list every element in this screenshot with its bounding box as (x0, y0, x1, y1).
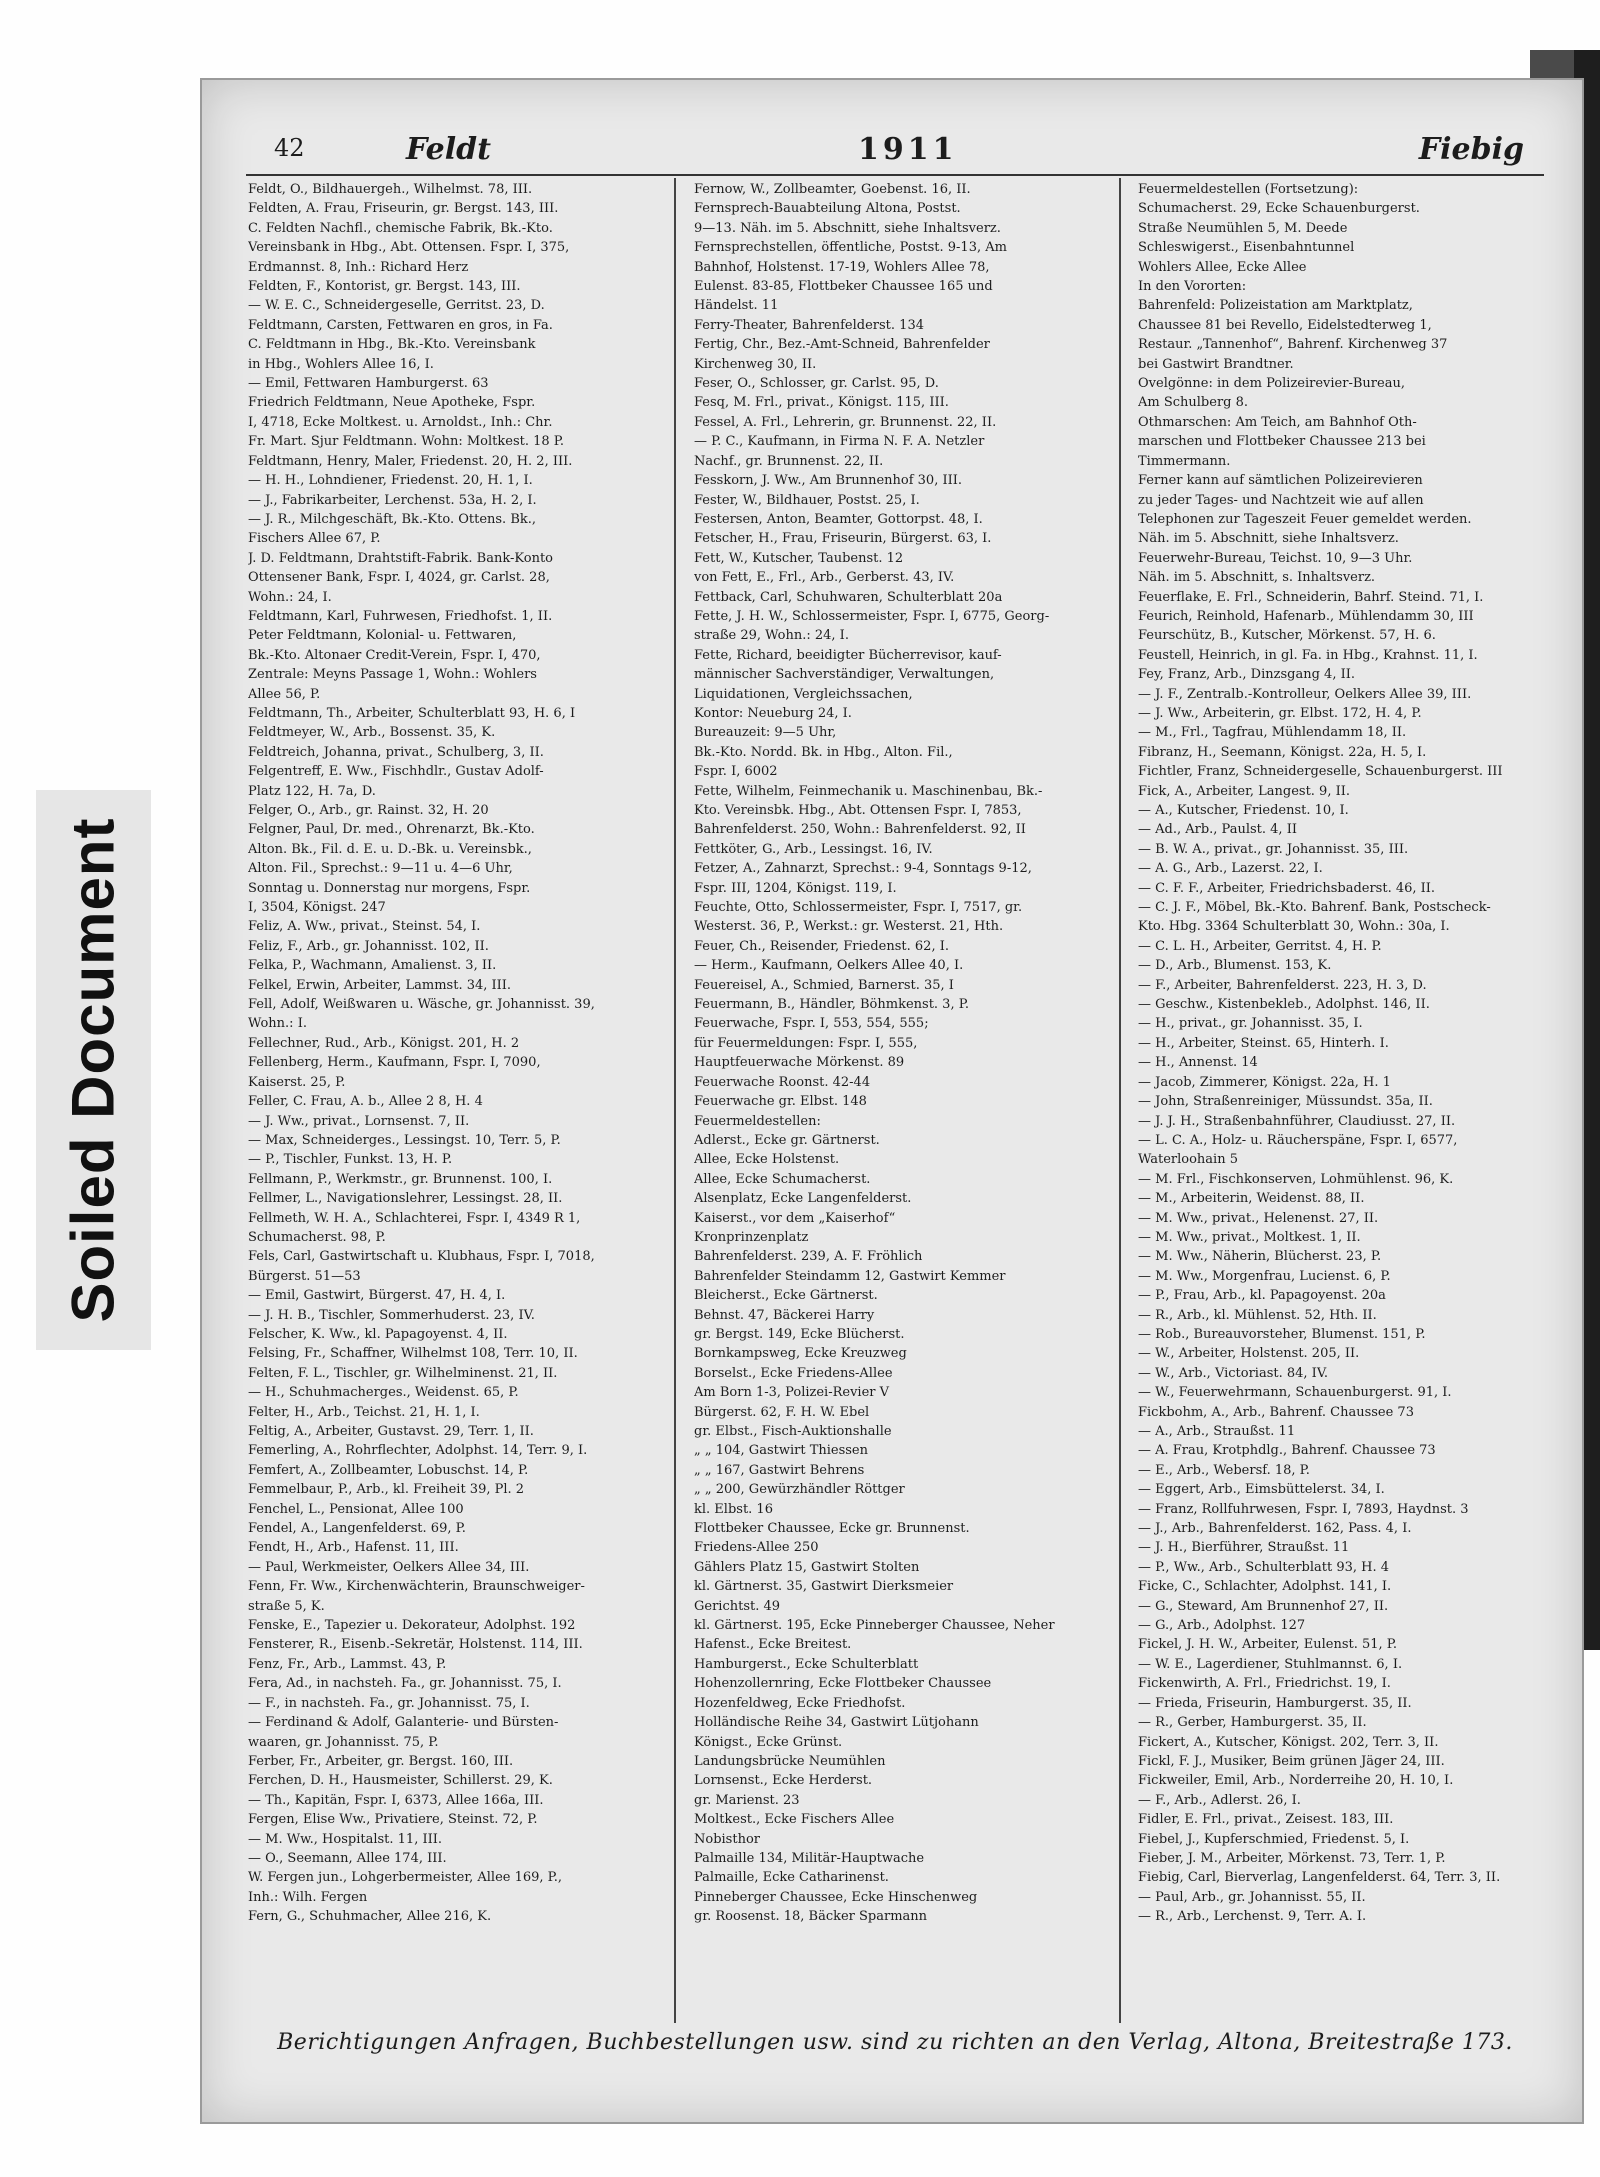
directory-entry: waaren, gr. Johannisst. 75, P. (248, 1734, 439, 1750)
directory-entry: Feller, C. Frau, A. b., Allee 2 8, H. 4 (248, 1094, 483, 1110)
directory-entry: Fern, G., Schuhmacher, Allee 216, K. (248, 1909, 492, 1925)
directory-entry: — A., Arb., Straußst. 11 (1138, 1424, 1296, 1439)
directory-entry: Straße Neumühlen 5, M. Deede (1138, 220, 1348, 236)
directory-entry: Ferry-Theater, Bahrenfelderst. 134 (694, 317, 924, 333)
directory-entry: — H., Annenst. 14 (1138, 1055, 1258, 1071)
directory-entry: — C. J. F., Möbel, Bk.-Kto. Bahrenf. Bank, Postscheck- (1138, 900, 1491, 916)
directory-entry: Feuermeldestellen: (694, 1113, 821, 1129)
directory-entry: Bleicherst., Ecke Gärtnerst. (694, 1288, 878, 1304)
directory-entry: Eulenst. 83-85, Flottbeker Chaussee 165 und (694, 279, 993, 295)
directory-entry: Hauptfeuerwache Mörkenst. 89 (694, 1055, 905, 1071)
directory-entry: Ovelgönne: in dem Polizeirevier-Bureau, (1138, 376, 1405, 392)
directory-entry: — Emil, Fettwaren Hamburgerst. 63 (248, 376, 489, 392)
directory-entry: Westerst. 36, P., Werkst.: gr. Westerst. 21, Hth. (694, 919, 1004, 935)
directory-entry: — B. W. A., privat., gr. Johannisst. 35, III. (1138, 841, 1409, 857)
directory-entry: Adlerst., Ecke gr. Gärtnerst. (694, 1132, 880, 1148)
directory-entry: — Ferdinand & Adolf, Galanterie- und Bürsten- (248, 1715, 559, 1731)
directory-entry: Feuerwache Roonst. 42-44 (694, 1074, 871, 1090)
directory-entry: Zentrale: Meyns Passage 1, Wohn.: Wohlers (248, 667, 537, 683)
directory-entry: Fette, J. H. W., Schlossermeister, Fspr. I, 6775, Georg- (694, 608, 1050, 624)
directory-entry: — Th., Kapitän, Fspr. I, 6373, Allee 166a, III. (248, 1792, 544, 1808)
directory-entry: Othmarschen: Am Teich, am Bahnhof Oth- (1138, 414, 1417, 430)
directory-entry: bei Gastwirt Brandtner. (1138, 356, 1294, 372)
directory-entry: „ „ 104, Gastwirt Thiessen (694, 1443, 869, 1459)
directory-entry: Wohlers Allee, Ecke Allee (1138, 259, 1307, 275)
directory-entry: — P. C., Kaufmann, in Firma N. F. A. Netzler (694, 434, 985, 450)
directory-entry: Hohenzollernring, Ecke Flottbeker Chaussee (694, 1676, 992, 1692)
directory-entry: Fell, Adolf, Weißwaren u. Wäsche, gr. Johannisst. 39, (248, 997, 595, 1013)
directory-entry: Fels, Carl, Gastwirtschaft u. Klubhaus, Fspr. I, 7018, (248, 1249, 595, 1265)
directory-entry: Nobisthor (694, 1831, 760, 1847)
directory-entry: Felger, O., Arb., gr. Rainst. 32, H. 20 (248, 803, 489, 818)
directory-entry: — J. F., Zentralb.-Kontrolleur, Oelkers Allee 39, III. (1138, 686, 1472, 702)
directory-entry: Bürgerst. 51—53 (248, 1268, 361, 1284)
directory-entry: Felkel, Erwin, Arbeiter, Lammst. 34, III. (248, 977, 512, 993)
directory-entry: Kaiserst. 25, P. (248, 1074, 346, 1090)
directory-entry: — P., Frau, Arb., kl. Papagoyenst. 20a (1138, 1288, 1386, 1304)
directory-entry: Felter, H., Arb., Teichst. 21, H. 1, I. (248, 1404, 480, 1420)
directory-entry: Restaur. „Tannenhof“, Bahrenf. Kirchenweg 37 (1138, 337, 1448, 353)
directory-entry: Fibranz, H., Seemann, Königst. 22a, H. 5, I. (1138, 744, 1427, 760)
directory-entry: Fettköter, G., Arb., Lessingst. 16, IV. (694, 841, 933, 857)
directory-entry: Behnst. 47, Bäckerei Harry (694, 1307, 875, 1323)
directory-entry: Femmelbaur, P., Arb., kl. Freiheit 39, Pl. 2 (248, 1482, 525, 1498)
directory-entry: Pinneberger Chaussee, Ecke Hinschenweg (694, 1889, 978, 1905)
directory-entry: — F., Arbeiter, Bahrenfelderst. 223, H. 3, D. (1138, 977, 1427, 993)
directory-entry: Feldtreich, Johanna, privat., Schulberg, 3, II. (248, 744, 544, 760)
page-header (246, 128, 1544, 176)
directory-entry: Felka, P., Wachmann, Amalienst. 3, II. (248, 958, 497, 974)
directory-entry: Fesq, M. Frl., privat., Königst. 115, III. (694, 395, 949, 411)
directory-entry: Bureauzeit: 9—5 Uhr, (694, 725, 837, 741)
directory-entry: — J. H., Bierführer, Straußst. 11 (1138, 1540, 1350, 1556)
directory-entry: Kontor: Neueburg 24, I. (694, 705, 852, 721)
directory-entry: I, 4718, Ecke Moltkest. u. Arnoldst., Inh.: Chr. (248, 414, 553, 430)
directory-entry: Fiebig, Carl, Bierverlag, Langenfelderst. 64, Terr. 3, II. (1138, 1870, 1501, 1886)
directory-entry: — H., Schuhmacherges., Weidenst. 65, P. (248, 1385, 519, 1401)
directory-entry: Fickenwirth, A. Frl., Friedrichst. 19, I. (1138, 1676, 1391, 1692)
directory-entry: — H., Arbeiter, Steinst. 65, Hinterh. I. (1138, 1035, 1389, 1051)
directory-entry: Bk.-Kto. Altonaer Credit-Verein, Fspr. I, 470, (248, 647, 541, 663)
directory-entry: — M. Ww., privat., Moltkest. 1, II. (1138, 1229, 1361, 1245)
directory-entry: straße 29, Wohn.: 24, I. (694, 628, 849, 644)
directory-entry: Fickel, J. H. W., Arbeiter, Eulenst. 51, P. (1138, 1637, 1398, 1653)
directory-entry: Bahrenfelder Steindamm 12, Gastwirt Kemmer (694, 1268, 1006, 1284)
directory-entry: — Max, Schneiderges., Lessingst. 10, Terr. 5, P. (248, 1132, 561, 1148)
directory-entry: — Rob., Bureauvorsteher, Blumenst. 151, P. (1138, 1326, 1426, 1342)
directory-entry: — F., in nachsteh. Fa., gr. Johannisst. 75, I. (248, 1695, 530, 1711)
directory-entry: Fergen, Elise Ww., Privatiere, Steinst. 72, P. (248, 1812, 538, 1828)
directory-entry: Bahrenfeld: Polizeistation am Marktplatz, (1138, 298, 1413, 314)
directory-entry: Feser, O., Schlosser, gr. Carlst. 95, D. (694, 376, 939, 392)
directory-entry: Feldtmann, Carsten, Fettwaren en gros, in Fa. (248, 317, 553, 333)
directory-entry: Felsing, Fr., Schaffner, Wilhelmst 108, Terr. 10, II. (248, 1346, 578, 1362)
directory-entry: gr. Elbst., Fisch-Auktionshalle (694, 1424, 892, 1439)
directory-entry: Fickweiler, Emil, Arb., Norderreihe 20, H. 10, I. (1138, 1773, 1454, 1789)
directory-entry: C. Feldten Nachfl., chemische Fabrik, Bk.-Kto. (248, 220, 553, 236)
directory-entry: — M. Frl., Fischkonserven, Lohmühlenst. 96, K. (1138, 1171, 1454, 1187)
directory-entry: Timmermann. (1138, 453, 1231, 469)
directory-entry: Bornkampsweg, Ecke Kreuzweg (694, 1346, 907, 1362)
directory-entry: — G., Steward, Am Brunnenhof 27, II. (1138, 1598, 1389, 1614)
directory-entry: Feldten, F., Kontorist, gr. Bergst. 143, III. (248, 279, 521, 295)
directory-entry: J. D. Feldtmann, Drahtstift-Fabrik. Bank-Konto (248, 550, 554, 566)
directory-entry: Feuereisel, A., Schmied, Barnerst. 35, I (694, 977, 954, 993)
directory-entry: Fensterer, R., Eisenb.-Sekretär, Holstenst. 114, III. (248, 1637, 583, 1653)
directory-entry: Festersen, Anton, Beamter, Gottorpst. 48, I. (694, 511, 983, 527)
directory-entry: — H. H., Lohndiener, Friedenst. 20, H. 1, I. (248, 473, 533, 489)
directory-entry: Fera, Ad., in nachsteh. Fa., gr. Johannisst. 75, I. (248, 1676, 562, 1692)
directory-entry: Allee, Ecke Holstenst. (694, 1152, 840, 1168)
directory-entry: Palmaille, Ecke Catharinenst. (694, 1870, 889, 1886)
directory-entry: — C. L. H., Arbeiter, Gerritst. 4, H. P. (1138, 938, 1382, 954)
directory-entry: Waterloohain 5 (1138, 1152, 1238, 1168)
directory-column-2 (694, 180, 1101, 2018)
directory-entry: in Hbg., Wohlers Allee 16, I. (248, 356, 434, 372)
directory-entry: Platz 122, H. 7a, D. (248, 783, 376, 799)
directory-entry: Inh.: Wilh. Fergen (248, 1889, 368, 1905)
directory-entry: straße 5, K. (248, 1598, 325, 1614)
directory-entry: Fidler, E. Frl., privat., Zeisest. 183, III. (1138, 1812, 1394, 1828)
directory-entry: Fickl, F. J., Musiker, Beim grünen Jäger 24, III. (1138, 1753, 1445, 1769)
publisher-footer-note: Berichtigungen Anfragen, Buchbestellungen usw. sind zu richten an den Verlag, Altona, Breitestraße 173. (277, 2030, 1513, 2055)
directory-entry: Feuerwehr-Bureau, Teichst. 10, 9—3 Uhr. (1138, 550, 1413, 566)
directory-entry: Friedens-Allee 250 (694, 1540, 819, 1556)
directory-entry: Wohn.: 24, I. (248, 589, 332, 605)
directory-entry: Am Schulberg 8. (1138, 395, 1249, 411)
directory-entry: Kto. Hbg. 3364 Schulterblatt 30, Wohn.: 30a, I. (1138, 919, 1450, 935)
directory-entry: Am Born 1-3, Polizei-Revier V (694, 1385, 890, 1401)
directory-entry: Feurich, Reinhold, Hafenarb., Mühlendamm 30, III (1138, 608, 1474, 624)
directory-entry: Händelst. 11 (694, 298, 779, 314)
directory-entry: Feuerwache, Fspr. I, 553, 554, 555; (694, 1016, 929, 1032)
directory-entry: männischer Sachverständiger, Verwaltungen, (694, 667, 995, 683)
directory-entry: Fendt, H., Arb., Hafenst. 11, III. (248, 1540, 459, 1556)
directory-entry: gr. Bergst. 149, Ecke Blücherst. (694, 1326, 905, 1342)
directory-entry: Allee, Ecke Schumacherst. (694, 1171, 871, 1187)
directory-entry: — P., Ww., Arb., Schulterblatt 93, H. 4 (1138, 1559, 1390, 1575)
directory-entry: Fester, W., Bildhauer, Postst. 25, I. (694, 492, 920, 508)
directory-entry: Feliz, A. Ww., privat., Steinst. 54, I. (248, 919, 481, 935)
directory-entry: — J. Ww., Arbeiterin, gr. Elbst. 172, H. 4, P. (1138, 705, 1422, 721)
directory-entry: Allee 56, P. (248, 686, 321, 702)
directory-entry: Felten, F. L., Tischler, gr. Wilhelminenst. 21, II. (248, 1365, 558, 1381)
header-first-entry-word: Feldt (406, 132, 491, 167)
directory-entry: I, 3504, Königst. 247 (248, 900, 386, 916)
directory-entry: — W. E., Lagerdiener, Stuhlmannst. 6, I. (1138, 1656, 1403, 1672)
directory-entry: Sonntag u. Donnerstag nur morgens, Fspr. (248, 880, 531, 896)
directory-entry: kl. Gärtnerst. 35, Gastwirt Dierksmeier (694, 1579, 954, 1595)
directory-entry: — Franz, Rollfuhrwesen, Fspr. I, 7893, Haydnst. 3 (1138, 1501, 1469, 1517)
directory-entry: Fspr. I, 6002 (694, 764, 778, 780)
directory-entry: Liquidationen, Vergleichssachen, (694, 686, 913, 702)
directory-entry: Feldtmann, Th., Arbeiter, Schulterblatt 93, H. 6, I (248, 705, 576, 721)
directory-entry: — F., Arb., Adlerst. 26, I. (1138, 1792, 1301, 1808)
directory-entry: — Paul, Werkmeister, Oelkers Allee 34, III. (248, 1559, 530, 1575)
directory-entry: Landungsbrücke Neumühlen (694, 1753, 886, 1769)
directory-entry: Feuermann, B., Händler, Böhmkenst. 3, P. (694, 997, 969, 1013)
directory-entry: Fischers Allee 67, P. (248, 531, 381, 547)
directory-entry: Kaiserst., vor dem „Kaiserhof“ (694, 1210, 896, 1226)
directory-entry: Bahrenfelderst. 250, Wohn.: Bahrenfelderst. 92, II (694, 822, 1026, 838)
directory-entry: Bk.-Kto. Nordd. Bk. in Hbg., Alton. Fil., (694, 744, 953, 760)
directory-entry: Feldtmann, Henry, Maler, Friedenst. 20, H. 2, III. (248, 453, 573, 469)
directory-entry: W. Fergen jun., Lohgerbermeister, Allee 169, P., (248, 1870, 563, 1886)
directory-entry: — W. E. C., Schneidergeselle, Gerritst. 23, D. (248, 298, 545, 314)
directory-entry: Fertig, Chr., Bez.-Amt-Schneid, Bahrenfelder (694, 337, 990, 353)
directory-entry: Näh. im 5. Abschnitt, s. Inhaltsverz. (1138, 570, 1376, 586)
directory-entry: Feuermeldestellen (Fortsetzung): (1138, 182, 1359, 197)
directory-entry: zu jeder Tages- und Nachtzeit wie auf allen (1138, 492, 1424, 508)
directory-entry: Feliz, F., Arb., gr. Johannisst. 102, II. (248, 938, 489, 954)
directory-entry: Hafenst., Ecke Breitest. (694, 1637, 852, 1653)
directory-entry: Ficke, C., Schlachter, Adolphst. 141, I. (1138, 1579, 1392, 1595)
directory-entry: Schumacherst. 29, Ecke Schauenburgerst. (1138, 201, 1420, 217)
entry-list (248, 180, 656, 1927)
directory-entry: Bahrenfelderst. 239, A. F. Fröhlich (694, 1249, 923, 1265)
directory-entry: Felgentreff, E. Ww., Fischhdlr., Gustav Adolf- (248, 764, 544, 780)
directory-entry: Flottbeker Chaussee, Ecke gr. Brunnenst. (694, 1521, 970, 1537)
directory-entry: Fellenberg, Herm., Kaufmann, Fspr. I, 7090, (248, 1055, 541, 1071)
directory-entry: kl. Gärtnerst. 195, Ecke Pinneberger Chaussee, Neher (694, 1618, 1055, 1634)
directory-entry: Fernsprech-Bauabteilung Altona, Postst. (694, 201, 961, 217)
directory-entry: Feuerflake, E. Frl., Schneiderin, Bahrf. Steind. 71, I. (1138, 589, 1484, 605)
directory-entry: — M. Ww., Morgenfrau, Lucienst. 6, P. (1138, 1268, 1391, 1284)
directory-entry: — John, Straßenreiniger, Müssundst. 35a, II. (1138, 1094, 1433, 1110)
directory-entry: — J. J. H., Straßenbahnführer, Claudiusst. 27, II. (1138, 1113, 1456, 1129)
directory-entry: Wohn.: I. (248, 1016, 307, 1032)
header-year: 1911 (858, 132, 958, 167)
directory-entry: marschen und Flottbeker Chaussee 213 bei (1138, 434, 1426, 450)
directory-entry: Feldt, O., Bildhauergeh., Wilhelmst. 78, III. (248, 182, 533, 197)
entry-list (694, 180, 1101, 1927)
directory-entry: Fickert, A., Kutscher, Königst. 202, Terr. 3, II. (1138, 1734, 1439, 1750)
directory-entry: — Herm., Kaufmann, Oelkers Allee 40, I. (694, 958, 964, 974)
directory-entry: Felscher, K. Ww., kl. Papagoyenst. 4, II. (248, 1326, 508, 1342)
directory-entry: Fendel, A., Langenfelderst. 69, P. (248, 1521, 466, 1537)
directory-entry: — J. R., Milchgeschäft, Bk.-Kto. Ottens. Bk., (248, 511, 537, 527)
directory-entry: Telephonen zur Tageszeit Feuer gemeldet werden. (1138, 511, 1472, 527)
directory-entry: — P., Tischler, Funkst. 13, H. P. (248, 1152, 453, 1168)
directory-entry: Hozenfeldweg, Ecke Friedhofst. (694, 1695, 906, 1711)
directory-entry: — M., Arbeiterin, Weidenst. 88, II. (1138, 1191, 1365, 1207)
directory-entry: Fickbohm, A., Arb., Bahrenf. Chaussee 73 (1138, 1404, 1414, 1420)
directory-entry: — M. Ww., Hospitalst. 11, III. (248, 1831, 443, 1847)
directory-entry: kl. Elbst. 16 (694, 1501, 773, 1517)
directory-entry: — Frieda, Friseurin, Hamburgerst. 35, II. (1138, 1695, 1412, 1711)
column-divider (1119, 178, 1121, 2023)
directory-entry: Fernsprechstellen, öffentliche, Postst. 9-13, Am (694, 240, 1007, 256)
directory-entry: Femfert, A., Zollbeamter, Lobuschst. 14, P. (248, 1462, 529, 1478)
directory-entry: Feldtmann, Karl, Fuhrwesen, Friedhofst. 1, II. (248, 608, 553, 624)
directory-entry: Fette, Wilhelm, Feinmechanik u. Maschinenbau, Bk.- (694, 783, 1043, 799)
directory-entry: Alton. Fil., Sprechst.: 9—11 u. 4—6 Uhr, (248, 861, 513, 877)
directory-entry: Vereinsbank in Hbg., Abt. Ottensen. Fspr. I, 375, (248, 240, 570, 256)
directory-entry: Erdmannst. 8, Inh.: Richard Herz (248, 259, 469, 275)
directory-entry: — D., Arb., Blumenst. 153, K. (1138, 958, 1332, 974)
directory-entry: — W., Arbeiter, Holstenst. 205, II. (1138, 1346, 1360, 1362)
directory-entry: — R., Arb., kl. Mühlenst. 52, Hth. II. (1138, 1307, 1377, 1323)
directory-entry: Fellmeth, W. H. A., Schlachterei, Fspr. I, 4349 R 1, (248, 1210, 581, 1226)
directory-entry: Fenn, Fr. Ww., Kirchenwächterin, Braunschweiger- (248, 1579, 585, 1595)
directory-entry: Fenchel, L., Pensionat, Allee 100 (248, 1501, 464, 1517)
directory-entry: Fett, W., Kutscher, Taubenst. 12 (694, 550, 904, 566)
directory-entry: Fenz, Fr., Arb., Lammst. 43, P. (248, 1656, 447, 1672)
directory-entry: Fette, Richard, beeidigter Bücherrevisor, kauf- (694, 647, 1002, 663)
directory-entry: — J. Ww., privat., Lornsenst. 7, II. (248, 1113, 470, 1129)
directory-entry: — G., Arb., Adolphst. 127 (1138, 1618, 1306, 1634)
directory-entry: — Paul, Arb., gr. Johannisst. 55, II. (1138, 1889, 1366, 1905)
directory-entry: — Eggert, Arb., Eimsbüttelerst. 34, I. (1138, 1482, 1385, 1498)
directory-entry: 9—13. Näh. im 5. Abschnitt, siehe Inhaltsverz. (694, 220, 1001, 236)
directory-entry: — R., Gerber, Hamburgerst. 35, II. (1138, 1715, 1367, 1731)
directory-entry: Feustell, Heinrich, in gl. Fa. in Hbg., Krahnst. 11, I. (1138, 647, 1478, 663)
directory-entry: Feuer, Ch., Reisender, Friedenst. 62, I. (694, 938, 949, 954)
directory-entry: von Fett, E., Frl., Arb., Gerberst. 43, IV. (694, 570, 955, 586)
directory-entry: Palmaille 134, Militär-Hauptwache (694, 1850, 925, 1866)
directory-entry: — H., privat., gr. Johannisst. 35, I. (1138, 1016, 1363, 1032)
directory-entry: Fetscher, H., Frau, Friseurin, Bürgerst. 63, I. (694, 531, 992, 547)
directory-entry: Schumacherst. 98, P. (248, 1229, 386, 1245)
directory-entry: Bürgerst. 62, F. H. W. Ebel (694, 1404, 870, 1420)
directory-entry: Peter Feldtmann, Kolonial- u. Fettwaren, (248, 628, 517, 644)
directory-entry: Fellmann, P., Werkmstr., gr. Brunnenst. 100, I. (248, 1171, 553, 1187)
directory-entry: — A., Kutscher, Friedenst. 10, I. (1138, 803, 1349, 818)
directory-column-3 (1138, 180, 1544, 2018)
directory-entry: Fey, Franz, Arb., Dinzsgang 4, II. (1138, 667, 1355, 683)
directory-entry: Feuerwache gr. Elbst. 148 (694, 1094, 867, 1110)
directory-entry: gr. Marienst. 23 (694, 1792, 800, 1808)
directory-entry: — M., Frl., Tagfrau, Mühlendamm 18, II. (1138, 725, 1407, 741)
directory-entry: — E., Arb., Webersf. 18, P. (1138, 1462, 1310, 1478)
stamp-label: Soiled Document (59, 817, 127, 1323)
directory-entry: — A. Frau, Krotphdlg., Bahrenf. Chaussee 73 (1138, 1443, 1436, 1459)
directory-entry: für Feuermeldungen: Fspr. I, 555, (694, 1035, 918, 1051)
directory-entry: Feltig, A., Arbeiter, Gustavst. 29, Terr. 1, II. (248, 1424, 534, 1439)
directory-entry: Borselst., Ecke Friedens-Allee (694, 1365, 893, 1381)
directory-entry: Moltkest., Ecke Fischers Allee (694, 1812, 895, 1828)
directory-entry: — Geschw., Kistenbekleb., Adolphst. 146, II. (1138, 997, 1430, 1013)
directory-entry: Ferber, Fr., Arbeiter, gr. Bergst. 160, III. (248, 1753, 514, 1769)
directory-entry: C. Feldtmann in Hbg., Bk.-Kto. Vereinsbank (248, 337, 536, 353)
directory-entry: — M. Ww., privat., Helenenst. 27, II. (1138, 1210, 1379, 1226)
directory-entry: Fernow, W., Zollbeamter, Goebenst. 16, II. (694, 182, 971, 197)
directory-entry: Fichtler, Franz, Schneidergeselle, Schauenburgerst. III (1138, 764, 1503, 780)
directory-entry: Femerling, A., Rohrflechter, Adolphst. 14, Terr. 9, I. (248, 1443, 588, 1459)
directory-entry: Fetzer, A., Zahnarzt, Sprechst.: 9-4, Sonntags 9-12, (694, 861, 1032, 877)
directory-entry: — Ad., Arb., Paulst. 4, II (1138, 822, 1297, 838)
entry-list (1138, 180, 1544, 1927)
directory-entry: Fettback, Carl, Schuhwaren, Schulterblatt 20a (694, 589, 1003, 605)
directory-entry: gr. Roosenst. 18, Bäcker Sparmann (694, 1909, 928, 1925)
directory-entry: — W., Feuerwehrmann, Schauenburgerst. 91, I. (1138, 1385, 1452, 1401)
directory-entry: Gerichtst. 49 (694, 1598, 781, 1614)
directory-entry: — J., Arb., Bahrenfelderst. 162, Pass. 4, I. (1138, 1521, 1412, 1537)
directory-entry: Fellmer, L., Navigationslehrer, Lessingst. 28, II. (248, 1191, 563, 1207)
directory-entry: Ferchen, D. H., Hausmeister, Schillerst. 29, K. (248, 1773, 553, 1789)
directory-entry: — R., Arb., Lerchenst. 9, Terr. A. I. (1138, 1909, 1367, 1925)
directory-entry: Königst., Ecke Grünst. (694, 1734, 843, 1750)
directory-entry: Fenske, E., Tapezier u. Dekorateur, Adolphst. 192 (248, 1618, 576, 1634)
directory-entry: Feuchte, Otto, Schlossermeister, Fspr. I, 7517, gr. (694, 900, 1023, 916)
directory-entry: — A. G., Arb., Lazerst. 22, I. (1138, 861, 1323, 877)
directory-entry: Näh. im 5. Abschnitt, siehe Inhaltsverz. (1138, 531, 1399, 547)
directory-entry: Fspr. III, 1204, Königst. 119, I. (694, 880, 897, 896)
directory-entry: Kirchenweg 30, II. (694, 356, 817, 372)
directory-entry: „ „ 200, Gewürzhändler Röttger (694, 1482, 905, 1498)
directory-entry: Lornsenst., Ecke Herderst. (694, 1773, 873, 1789)
directory-entry: — W., Arb., Victoriast. 84, IV. (1138, 1365, 1329, 1381)
directory-entry: — Jacob, Zimmerer, Königst. 22a, H. 1 (1138, 1074, 1391, 1090)
directory-entry: Fr. Mart. Sjur Feldtmann. Wohn: Moltkest. 18 P. (248, 434, 565, 450)
directory-entry: Alsenplatz, Ecke Langenfelderst. (694, 1191, 912, 1207)
directory-entry: Holländische Reihe 34, Gastwirt Lütjohann (694, 1715, 979, 1731)
directory-entry: Kto. Vereinsbk. Hbg., Abt. Ottensen Fspr. I, 7853, (694, 803, 1022, 818)
directory-column-1 (248, 180, 656, 2018)
directory-entry: Ottensener Bank, Fspr. I, 4024, gr. Carlst. 28, (248, 570, 550, 586)
directory-entry: — O., Seemann, Allee 174, III. (248, 1850, 447, 1866)
directory-entry: Feldten, A. Frau, Friseurin, gr. Bergst. 143, III. (248, 201, 559, 217)
directory-entry: Hamburgerst., Ecke Schulterblatt (694, 1656, 919, 1672)
directory-entry: Gählers Platz 15, Gastwirt Stolten (694, 1559, 920, 1575)
page-number: 42 (274, 134, 305, 162)
directory-entry: Alton. Bk., Fil. d. E. u. D.-Bk. u. Vereinsbk., (248, 841, 532, 857)
directory-entry: Fieber, J. M., Arbeiter, Mörkenst. 73, Terr. 1, P. (1138, 1850, 1446, 1866)
directory-entry: — C. F. F., Arbeiter, Friedrichsbaderst. 46, II. (1138, 880, 1436, 896)
directory-entry: Nachf., gr. Brunnenst. 22, II. (694, 453, 884, 469)
directory-entry: Felgner, Paul, Dr. med., Ohrenarzt, Bk.-Kto. (248, 822, 535, 838)
directory-entry: Schleswigerst., Eisenbahntunnel (1138, 240, 1355, 256)
directory-entry: Fessel, A. Frl., Lehrerin, gr. Brunnenst. 22, II. (694, 414, 997, 430)
directory-entry: Chaussee 81 bei Revello, Eidelstedterweg 1, (1138, 317, 1432, 333)
directory-entry: Feurschütz, B., Kutscher, Mörkenst. 57, H. 6. (1138, 628, 1436, 644)
directory-entry: In den Vororten: (1138, 279, 1247, 295)
header-last-entry-word: Fiebig (1418, 132, 1524, 167)
directory-entry: Kronprinzenplatz (694, 1229, 809, 1245)
column-divider (674, 178, 676, 2023)
directory-entry: Fellechner, Rud., Arb., Königst. 201, H. 2 (248, 1035, 520, 1051)
directory-entry: — J., Fabrikarbeiter, Lerchenst. 53a, H. 2, I. (248, 492, 537, 508)
directory-entry: — L. C. A., Holz- u. Räucherspäne, Fspr. I, 6577, (1138, 1132, 1458, 1148)
directory-entry: Ferner kann auf sämtlichen Polizeirevieren (1138, 473, 1423, 489)
directory-entry: „ „ 167, Gastwirt Behrens (694, 1462, 865, 1478)
directory-entry: — Emil, Gastwirt, Bürgerst. 47, H. 4, I. (248, 1288, 506, 1304)
directory-entry: Bahnhof, Holstenst. 17-19, Wohlers Allee 78, (694, 259, 990, 275)
directory-entry: Fesskorn, J. Ww., Am Brunnenhof 30, III. (694, 473, 962, 489)
directory-entry: — J. H. B., Tischler, Sommerhuderst. 23, IV. (248, 1307, 535, 1323)
directory-entry: Fiebel, J., Kupferschmied, Friedenst. 5, I. (1138, 1831, 1410, 1847)
directory-entry: Friedrich Feldtmann, Neue Apotheke, Fspr. (248, 395, 536, 411)
directory-entry: Fick, A., Arbeiter, Langest. 9, II. (1138, 783, 1350, 799)
directory-entry: — M. Ww., Näherin, Blücherst. 23, P. (1138, 1249, 1382, 1265)
directory-entry: Feldtmeyer, W., Arb., Bossenst. 35, K. (248, 725, 496, 741)
